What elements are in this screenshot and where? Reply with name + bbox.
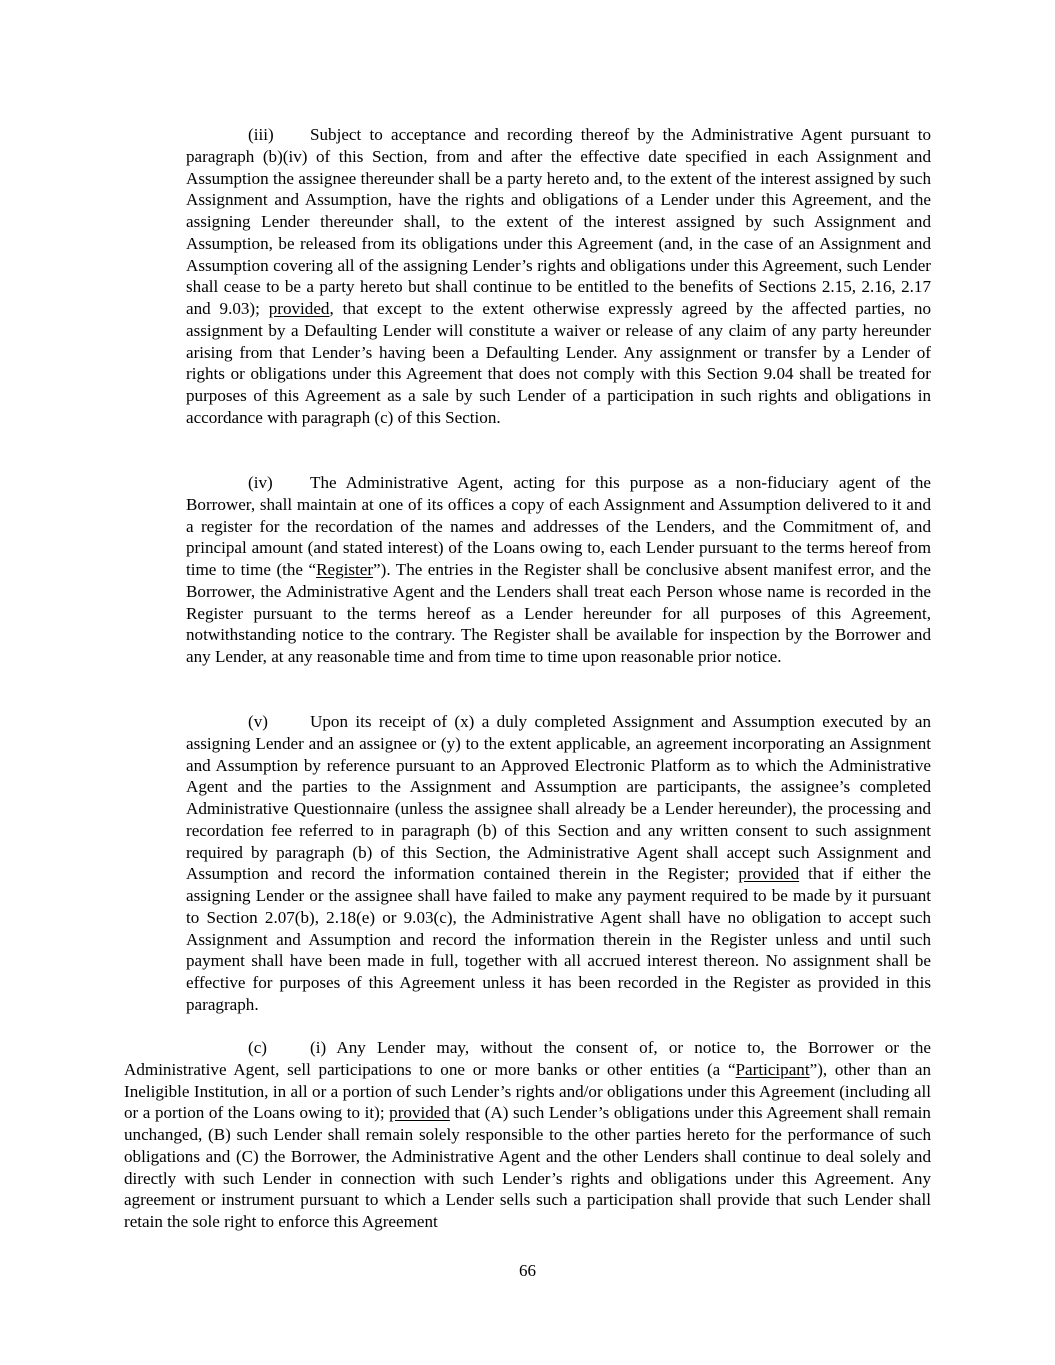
paragraph-body [124, 1038, 931, 1231]
text-run: , that except to the extent otherwise expressly agreed by the affected parties, no assignment by a Defaulting Lender will constitute a waiver or release of any claim of any party hereunder arising from that Lender’s having been a Defaulting Lender. Any assignment or transfer by a Lender of rights or obligations under this Agreement that does not comply with this Section 9.04 shall be treated for purposes of this Agreement as a sale by such Lender of a participation in such rights and obligations in accordance with paragraph (c) of this Section. [186, 299, 931, 427]
paragraph-body [186, 473, 931, 666]
underlined-term: provided [738, 864, 800, 884]
paragraph-label: (c) [248, 1038, 267, 1057]
underlined-term: provided [268, 299, 330, 318]
text-run: ”). The entries in the Register shall be conclusive absent manifest error, and the Borrower, the Administrative Agent and the Lenders shall treat each Person whose name is recorded in the Register pursuant to the terms hereof as a Lender hereunder for all purposes of this Agreement, notwithstanding notice to the contrary. The Register shall be available for inspection by the Borrower and any Lender, at any reasonable time and from time to time upon reasonable prior notice. [186, 560, 931, 666]
text-run: Subject to acceptance and recording thereof by the Administrative Agent pursuant to paragraph (b)(iv) of this Section, from and after the effective date specified in each Assignment and Assumption the assignee thereunder shall be a party hereto and, to the extent of the interest assigned by such Assignment and Assumption, have the rights and obligations of a Lender under this Agreement, and the assigning Lender thereunder shall, to the extent of the interest assigned by such Assignment and Assumption, be released from its obligations under this Agreement (and, in the case of an Assignment and Assumption covering all of the assigning Lender’s rights and obligations under this Agreement, such Lender shall cease to be a party hereto but shall continue to be entitled to the benefits of Sections 2.15, 2.16, 2.17 and 9.03); [186, 125, 931, 318]
paragraph-body [186, 125, 931, 427]
paragraph-label: (iii) [248, 125, 274, 144]
underlined-term: Register [316, 560, 374, 579]
paragraph-label: (iv) [248, 473, 273, 492]
text-run: (i) Any Lender may, without the consent of, or notice to, the Borrower or the Administrative Agent, sell participations to one or more banks or other entities (a “ [124, 1038, 931, 1079]
paragraph-v [186, 711, 931, 1016]
text-run: The Administrative Agent, acting for this purpose as a non-fiduciary agent of the Borrower, shall maintain at one of its offices a copy of each Assignment and Assumption delivered to it and a register for the recordation of the names and addresses of the Lenders, and the Commitment of, and principal amount (and stated interest) of the Loans owing to, each Lender pursuant to the terms hereof from time to time (the “ [186, 473, 931, 579]
paragraph-c [124, 1037, 931, 1233]
text-run: ”), other than an Ineligible Institution, in all or a portion of such Lender’s rights and/or obligations under this Agreement (including all or a portion of the Loans owing to it); [124, 1059, 931, 1123]
text-run: that (A) such Lender’s obligations under this Agreement shall remain unchanged, (B) such Lender shall remain solely responsible to the other parties hereto for the performance of such obligations and (C) the Borrower, the Administrative Agent and the other Lenders shall continue to deal solely and directly with such Lender in connection with such Lender’s rights and obligations under this Agreement. Any agreement or instrument pursuant to which a Lender sells such a participation shall provide that such Lender shall retain the sole right to enforce this Agreement [124, 1103, 931, 1231]
paragraph-iv [186, 472, 931, 668]
paragraph-body [186, 712, 931, 1014]
underlined-term: provided [389, 1103, 450, 1123]
paragraph-iii [186, 124, 931, 429]
text-run: Upon its receipt of (x) a duly completed Assignment and Assumption executed by an assigning Lender and an assignee or (y) to the extent applicable, an agreement incorporating an Assignment and Assumption by reference pursuant to an Approved Electronic Platform as to which the Administrative Agent and the parties to the Assignment and Assumption are participants, the assignee’s completed Administrative Questionnaire (unless the assignee shall already be a Lender hereunder), the processing and recordation fee referred to in paragraph (b) of this Section and any written consent to such assignment required by paragraph (b) of this Section, the Administrative Agent shall accept such Assignment and Assumption and record the information contained therein in the Register; [186, 712, 931, 884]
page-number: 66 [519, 1261, 536, 1280]
text-run: that if either the assigning Lender or the assignee shall have failed to make any payment required to be made by it pursuant to Section 2.07(b), 2.18(e) or 9.03(c), the Administrative Agent shall have no obligation to accept such Assignment and Assumption and record the information therein in the Register unless and until such payment shall have been made in full, together with all accrued interest thereon. No assignment shall be effective for purposes of this Agreement unless it has been recorded in the Register as provided in this paragraph. [186, 864, 931, 1014]
underlined-term: Participant [735, 1059, 810, 1079]
paragraph-label: (v) [248, 712, 268, 731]
